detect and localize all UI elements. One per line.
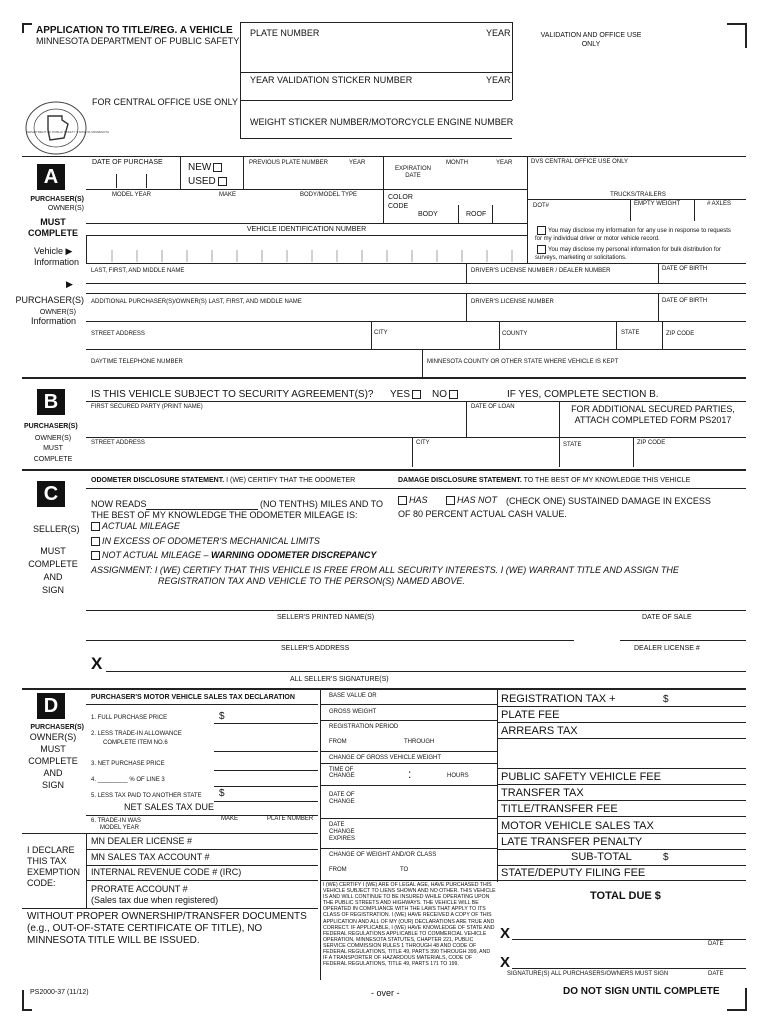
purchasers-label: PURCHASER(S) [24, 423, 78, 430]
if-yes-label: IF YES, COMPLETE SECTION B. [507, 389, 659, 400]
row-rule [86, 401, 746, 402]
section-rule [22, 156, 746, 157]
trade-in-allowance-field[interactable]: 2. LESS TRADE-IN ALLOWANCE [91, 731, 182, 737]
net-purchase-price-field[interactable]: 3. NET PURCHASE PRICE [91, 761, 165, 767]
purchaser-signature-x[interactable]: X [500, 925, 511, 942]
sign-label: SIGN [41, 585, 64, 595]
complete-item-6-label: COMPLETE ITEM NO.6 [103, 740, 168, 746]
security-no-checkbox[interactable]: NO [432, 389, 460, 400]
plate-number-field[interactable]: PLATE NUMBER [250, 28, 320, 38]
weight-sticker-field[interactable]: WEIGHT STICKER NUMBER/MOTORCYCLE ENGINE NUMBER [250, 117, 514, 127]
checkbox-icon [91, 522, 100, 531]
corner-mark [727, 23, 747, 25]
checkbox-icon [449, 390, 458, 399]
used-checkbox[interactable]: USED [188, 176, 229, 187]
header-rule [240, 22, 512, 23]
information-label: Information [34, 257, 80, 267]
checkbox-icon [398, 496, 407, 505]
time-of-change-label-2: CHANGE [329, 773, 355, 779]
header-divider [512, 22, 513, 100]
percent-label: OF 80 PERCENT ACTUAL CASH VALUE. [398, 509, 567, 519]
sales-tax-heading: PURCHASER'S MOTOR VEHICLE SALES TAX DECLARATION [91, 694, 295, 701]
assignment-text: ASSIGNMENT: I (WE) CERTIFY THAT THIS VEHICLE IS FREE FROM ALL SECURITY INTERESTS. I (WE) WARRANT TITLE AND ASSIGN THE [91, 565, 679, 575]
row-rule [106, 671, 746, 672]
axles-label: # AXLES [707, 201, 732, 207]
has-checkbox[interactable]: HAS [396, 496, 428, 506]
row-rule [214, 751, 318, 752]
validation-label: VALIDATION AND OFFICE USE [540, 32, 642, 39]
net-sales-tax-label: NET SALES TAX DUE [124, 802, 215, 812]
damage-statement: DAMAGE DISCLOSURE STATEMENT. TO THE BEST OF MY KNOWLEDGE THIS VEHICLE [398, 477, 691, 484]
row-rule [86, 849, 318, 850]
ownership-warning-3: MINNESOTA TITLE WILL BE ISSUED. [27, 935, 200, 946]
disclose-any-use-checkbox[interactable]: You may disclose my information for any use in response to requests for my individual driver or motor vehicle record. [535, 226, 735, 243]
certification-text: I (WE) CERTIFY I (WE) ARE OF LEGAL AGE, HAVE PURCHASED THIS VEHICLE SUBJECT TO LIENS SHOWN AND NO OTHER. THIS VEHICLE IS AND WILL CONTINUE TO BE INSURED WHILE OPERATING UPON THE PUBLIC STREETS AND HIGHWAYS. THE VEHICLE WILL BE OPERATED IN COMPLIANCE WITH THE LAWS THAT APPLY TO ITS CLASS OF REGISTRATION. I (WE) HAVE RECEIVED A COPY OF THIS APPLICATION AND ALL OF MY (OUR) DECLARATIONS ARE TRUE AND CORRECT. IF APPLICABLE, I (WE) HAVE KNOWLEDGE OF STATE AND FEDERAL REGULATIONS APPLICABLE TO COMMERCIAL VEHICLE OPERATION, MINNESOTA STATUTES, CHAPTER 221, PUBLIC SERVICE COMMISSION RULES 1 THROUGH 48 AND CODE OF FEDERAL REGULATIONS, TITLE 49, PARTS 390 THROUGH 399, AND IF A TRANSPORTER OF HAZARDOUS MATERIALS, CODE OF FEDERAL REGULATIONS, TITLE 49, PARTS 171 TO 199. [323, 882, 496, 968]
prorate-account-field[interactable]: PRORATE ACCOUNT # [91, 884, 188, 894]
must-label: MUST [40, 744, 66, 754]
purchaser-signature-x-2[interactable]: X [500, 954, 511, 971]
body-model-label: BODY/MODEL TYPE [300, 192, 358, 198]
field-divider [633, 437, 634, 467]
and-label: AND [43, 768, 63, 778]
year-label: YEAR [496, 160, 513, 166]
no-tenths-label: (NO TENTHS) MILES AND TO [260, 499, 384, 509]
registration-tax-field[interactable]: REGISTRATION TAX + [501, 693, 616, 705]
checkbox-icon [91, 551, 100, 560]
row-rule [497, 706, 746, 707]
plate-number-label: PLATE NUMBER [267, 816, 314, 822]
field-divider [371, 321, 372, 349]
vehicle-label: Vehicle ▶ [34, 246, 73, 256]
irc-field[interactable]: INTERNAL REVENUE CODE # (IRC) [91, 867, 242, 877]
must-label: MUST [40, 217, 66, 227]
dollar-sign: $ [219, 788, 225, 799]
row-rule [320, 751, 497, 752]
county-field[interactable]: COUNTY [502, 331, 528, 337]
field-divider [616, 321, 617, 349]
section-a-badge: A [37, 164, 65, 190]
central-office-label: FOR CENTRAL OFFICE USE ONLY [92, 97, 239, 107]
zip-field[interactable]: ZIP CODE [666, 331, 695, 337]
field-divider [662, 321, 663, 349]
year-sticker-field[interactable]: YEAR VALIDATION STICKER NUMBER [250, 75, 413, 85]
title-transfer-fee-field[interactable]: TITLE/TRANSFER FEE [501, 803, 618, 815]
field-divider [243, 157, 244, 189]
row-rule [620, 640, 746, 641]
field-divider [412, 437, 413, 467]
name-field[interactable]: LAST, FIRST, AND MIDDLE NAME [91, 268, 185, 274]
header-rule [240, 138, 512, 139]
field-divider [458, 205, 459, 223]
dot-label: DOT# [533, 203, 550, 209]
row-rule [86, 640, 574, 641]
seller-address-field[interactable]: SELLER'S ADDRESS [281, 645, 350, 652]
field-divider [146, 174, 147, 188]
arrears-tax-field[interactable]: ARREARS TAX [501, 725, 578, 737]
arrow-right-icon: ▶ [66, 279, 73, 289]
field-divider [180, 157, 181, 189]
mn-sales-tax-account-field[interactable]: MN SALES TAX ACCOUNT # [91, 852, 210, 862]
plate-fee-field[interactable]: PLATE FEE [501, 709, 560, 721]
header-rule [240, 100, 512, 101]
previous-plate-label: PREVIOUS PLATE NUMBER [249, 160, 328, 166]
row-rule [86, 293, 746, 294]
row-rule [512, 968, 746, 969]
declare-label: I DECLARE [27, 845, 75, 855]
from-label: FROM [329, 867, 347, 873]
year-label: YEAR [486, 28, 511, 38]
percent-of-line-3-field[interactable]: 4. _________ % OF LINE 3 [91, 777, 165, 783]
corner-mark [745, 23, 747, 48]
dob-field-2[interactable]: DATE OF BIRTH [662, 298, 708, 304]
seller-signature-x[interactable]: X [91, 654, 103, 673]
excess-limits-checkbox[interactable]: IN EXCESS OF ODOMETER'S MECHANICAL LIMITS [89, 537, 320, 547]
field-divider [658, 293, 659, 321]
hours-label: HOURS [447, 773, 469, 779]
complete-label: COMPLETE [33, 456, 73, 463]
dl-field[interactable]: DRIVER'S LICENSE NUMBER [471, 299, 554, 305]
column-divider [320, 690, 321, 980]
row-rule [86, 610, 746, 611]
code-label: CODE [388, 203, 409, 210]
city-field[interactable]: CITY [374, 330, 388, 336]
field-divider [630, 199, 631, 221]
from-label: FROM [329, 739, 347, 745]
mn-county-field[interactable]: MINNESOTA COUNTY OR OTHER STATE WHERE VEHICLE IS KEPT [427, 359, 619, 365]
corner-mark [22, 23, 24, 33]
checkbox-icon [537, 226, 546, 235]
row-rule [497, 800, 746, 801]
declare-label-2: THIS TAX [27, 856, 67, 866]
corner-mark [22, 990, 24, 1010]
corner-mark [745, 988, 747, 1010]
disclose-bulk-checkbox[interactable]: You may disclose my personal information for bulk distribution for surveys, marketing or solicitations. [535, 245, 735, 262]
section-rule [22, 377, 746, 379]
make-label: MAKE [219, 192, 237, 198]
row-rule [497, 784, 746, 785]
dollar-sign: $ [663, 852, 669, 863]
row-rule [22, 908, 318, 909]
year-label: YEAR [349, 160, 366, 166]
field-divider [466, 263, 467, 283]
assignment-text-2: REGISTRATION TAX AND VEHICLE TO THE PERSON(S) NAMED ABOVE. [158, 576, 465, 586]
header-divider [240, 22, 241, 138]
row-rule [497, 768, 746, 769]
row-rule [86, 189, 527, 190]
row-rule [86, 349, 746, 350]
best-knowledge-label: THE BEST OF MY KNOWLEDGE THE ODOMETER MILEAGE IS: [91, 510, 358, 520]
attach-form-label: ATTACH COMPLETED FORM PS2017 [574, 415, 732, 425]
row-rule [86, 263, 746, 264]
section-rule [22, 469, 746, 471]
date-of-sale-field[interactable]: DATE OF SALE [642, 614, 692, 621]
section-d-badge: D [37, 693, 65, 719]
row-rule [214, 801, 318, 802]
ownership-warning: WITHOUT PROPER OWNERSHIP/TRANSFER DOCUMENTS [27, 911, 307, 922]
row-rule [86, 880, 318, 881]
over-label: - over - [371, 988, 400, 998]
information-label: Information [30, 316, 76, 326]
row-rule [497, 722, 746, 723]
form-title: APPLICATION TO TITLE/REG. A VEHICLE [36, 25, 233, 36]
expiration-label: EXPIRATION [395, 166, 431, 172]
purchasers-label: PURCHASER(S) [30, 196, 84, 203]
row-rule [214, 723, 318, 724]
must-label: MUST [40, 546, 66, 556]
row-rule [320, 880, 746, 881]
row-rule [320, 720, 497, 721]
not-actual-checkbox[interactable]: NOT ACTUAL MILEAGE – WARNING ODOMETER DISCREPANCY [89, 551, 376, 561]
trade-in-was-label: 6. TRADE-IN WAS [91, 818, 142, 824]
row-rule [86, 283, 746, 284]
date-change-expires-label: DATE [329, 822, 345, 828]
row-rule [527, 199, 746, 200]
row-rule [497, 816, 746, 817]
date-of-change-label: DATE OF [329, 792, 355, 798]
form-number: PS2000-37 (11/12) [30, 989, 89, 996]
row-rule [320, 704, 497, 705]
field-divider [466, 293, 467, 321]
state-seal [24, 100, 88, 156]
row-rule [320, 785, 497, 786]
mn-dealer-license-field[interactable]: MN DEALER LICENSE # [91, 836, 193, 846]
total-due-field[interactable]: TOTAL DUE $ [590, 890, 661, 902]
field-divider [694, 199, 695, 221]
section-b-badge: B [37, 389, 65, 415]
corner-mark [727, 1009, 747, 1011]
checkbox-icon [446, 496, 455, 505]
row-rule [512, 939, 746, 940]
checkbox-icon [412, 390, 421, 399]
date-of-change-label-2: CHANGE [329, 799, 355, 805]
year-label: YEAR [486, 75, 511, 85]
complete-label: COMPLETE [28, 559, 78, 569]
row-rule [497, 865, 746, 866]
checkbox-icon [218, 177, 227, 186]
row-rule [86, 223, 527, 224]
owners-label: OWNER(S) [34, 435, 72, 442]
date-of-purchase-label: DATE OF PURCHASE [92, 159, 163, 166]
row-rule [86, 865, 318, 866]
row-rule [214, 786, 318, 787]
has-not-checkbox[interactable]: HAS NOT [444, 496, 497, 506]
field-divider [383, 157, 384, 189]
purchasers-label: PURCHASER(S) [15, 295, 84, 305]
time-of-change-label: TIME OF [329, 767, 354, 773]
odometer-statement: ODOMETER DISCLOSURE STATEMENT. I (WE) CERTIFY THAT THE ODOMETER [91, 477, 356, 484]
date-label: DATE [708, 941, 724, 947]
change-weight-label: CHANGE OF WEIGHT AND/OR CLASS [329, 852, 437, 858]
row-rule [497, 833, 746, 834]
owners-label: OWNER(S) [47, 205, 84, 212]
field-divider [499, 321, 500, 349]
field-divider [422, 349, 423, 377]
model-year-label: MODEL YEAR [112, 192, 152, 198]
street-field[interactable]: STREET ADDRESS [91, 440, 145, 446]
state-field[interactable]: STATE [563, 442, 582, 448]
owners-label: OWNER(S) [39, 309, 76, 316]
transfer-tax-field[interactable]: TRANSFER TAX [501, 787, 584, 799]
dealer-license-field[interactable]: DEALER LICENSE # [634, 645, 700, 652]
dl-dealer-field[interactable]: DRIVER'S LICENSE NUMBER / DEALER NUMBER [471, 268, 611, 274]
reg-period-label: REGISTRATION PERIOD [329, 724, 399, 730]
validation-only-label: ONLY [581, 41, 601, 48]
zip-field[interactable]: ZIP CODE [637, 440, 666, 446]
row-rule [497, 738, 746, 739]
field-divider [559, 437, 560, 467]
motor-vehicle-sales-tax-field[interactable]: MOTOR VEHICLE SALES TAX [501, 820, 654, 832]
checkbox-icon [213, 163, 222, 172]
row-rule [22, 833, 318, 834]
vin-field[interactable] [87, 236, 525, 262]
to-label: TO [400, 867, 409, 873]
dollar-sign: $ [663, 694, 669, 705]
seal-text: DEPARTMENT OF PUBLIC SAFETY STATE OF MINNESOTA [26, 130, 109, 134]
city-field[interactable]: CITY [416, 440, 430, 446]
vin-label: VEHICLE IDENTIFICATION NUMBER [246, 226, 367, 233]
full-purchase-price-field[interactable]: 1. FULL PURCHASE PRICE [91, 715, 168, 721]
checkbox-icon [537, 245, 546, 254]
gross-weight-label: GROSS WEIGHT [329, 709, 377, 715]
do-not-sign-warning: DO NOT SIGN UNTIL COMPLETE [563, 986, 720, 997]
complete-label: COMPLETE [27, 228, 78, 238]
roof-color-label: ROOF [466, 211, 487, 218]
and-label: AND [43, 572, 63, 582]
column-divider [86, 833, 87, 908]
make-label: MAKE [221, 816, 239, 822]
field-divider [527, 223, 528, 263]
row-rule [86, 704, 318, 705]
field-divider [116, 174, 117, 188]
ownership-warning-2: (e.g., OUT-OF-STATE CERTIFICATE OF TITLE), NO [27, 923, 263, 934]
base-value-label: BASE VALUE OR [329, 693, 377, 699]
all-purchasers-sign-label: SIGNATURE(S) ALL PURCHASERS/OWNERS MUST SIGN [507, 971, 669, 977]
owners-label: OWNER(S) [29, 732, 77, 742]
color-label: COLOR [388, 194, 413, 201]
trucks-trailers-label: TRUCKS/TRAILERS [610, 192, 666, 198]
new-checkbox[interactable]: NEW [188, 162, 224, 173]
field-divider [466, 401, 467, 437]
change-gross-label: CHANGE OF GROSS VEHICLE WEIGHT [329, 755, 442, 761]
now-reads-label: NOW READS [91, 499, 147, 509]
month-label: MONTH [446, 160, 468, 166]
section-c-badge: C [37, 481, 65, 507]
column-divider [497, 690, 498, 882]
dollar-sign: $ [219, 711, 225, 722]
row-rule [86, 437, 746, 438]
row-rule [497, 849, 746, 850]
complete-label: COMPLETE [28, 756, 78, 766]
declare-label-4: CODE: [27, 878, 56, 888]
field-divider [492, 205, 493, 223]
additional-name-field[interactable]: ADDITIONAL PURCHASER(S)/OWNER(S) LAST, FIRST, AND MIDDLE NAME [91, 299, 302, 305]
header-rule [240, 72, 512, 73]
additional-parties-label: FOR ADDITIONAL SECURED PARTIES, [571, 404, 735, 414]
security-yes-checkbox[interactable]: YES [390, 389, 423, 400]
actual-mileage-checkbox[interactable]: ACTUAL MILEAGE [89, 522, 180, 532]
department-name: MINNESOTA DEPARTMENT OF PUBLIC SAFETY [36, 36, 240, 46]
row-rule [214, 770, 318, 771]
date-label: DATE [708, 971, 724, 977]
public-safety-fee-field[interactable]: PUBLIC SAFETY VEHICLE FEE [501, 771, 661, 783]
must-label: MUST [43, 445, 63, 452]
row-rule [86, 321, 746, 322]
model-year-label: MODEL YEAR [100, 825, 140, 831]
first-secured-field[interactable]: FIRST SECURED PARTY (PRINT NAME) [91, 404, 203, 410]
row-rule [86, 488, 746, 489]
sellers-label: SELLER(S) [33, 524, 80, 534]
row-rule [320, 763, 497, 764]
seller-printed-name-field[interactable]: SELLER'S PRINTED NAME(S) [277, 614, 375, 621]
through-label: THROUGH [404, 739, 435, 745]
date-change-expires-label-3: EXPIRES [329, 836, 356, 842]
date-of-loan-field[interactable]: DATE OF LOAN [471, 404, 515, 410]
sign-label: SIGN [41, 780, 64, 790]
tax-paid-another-state-field[interactable]: 5. LESS TAX PAID TO ANOTHER STATE [91, 793, 202, 799]
date-change-expires-label-2: CHANGE [329, 829, 355, 835]
declare-label-3: EXEMPTION [27, 867, 81, 877]
sub-total-field[interactable]: SUB-TOTAL [571, 851, 632, 863]
row-rule [320, 848, 497, 849]
state-field[interactable]: STATE [621, 330, 640, 336]
security-agreement-question: IS THIS VEHICLE SUBJECT TO SECURITY AGREEMENT(S)? [91, 389, 374, 400]
checkbox-icon [91, 537, 100, 546]
arrow-right-icon: ▶ [65, 246, 73, 256]
body-color-label: BODY [418, 211, 438, 218]
check-one-label: (CHECK ONE) SUSTAINED DAMAGE IN EXCESS [506, 496, 711, 506]
prorate-note: (Sales tax due when registered) [91, 895, 219, 905]
field-divider [658, 263, 659, 283]
filing-fee-field[interactable]: STATE/DEPUTY FILING FEE [501, 867, 646, 879]
dob-field[interactable]: DATE OF BIRTH [662, 266, 708, 272]
section-rule [22, 688, 746, 690]
time-colon: : [408, 767, 412, 781]
phone-field[interactable]: DAYTIME TELEPHONE NUMBER [91, 359, 183, 365]
late-transfer-penalty-field[interactable]: LATE TRANSFER PENALTY [501, 836, 643, 848]
street-field[interactable]: STREET ADDRESS [91, 331, 145, 337]
dvs-office-label: DVS CENTRAL OFFICE USE ONLY [531, 159, 629, 165]
field-divider [383, 189, 384, 223]
seller-signatures-label: ALL SELLER'S SIGNATURE(S) [290, 676, 389, 683]
row-rule [320, 818, 497, 819]
empty-weight-label: EMPTY WEIGHT [634, 201, 681, 207]
purchasers-label: PURCHASER(S) [30, 724, 84, 731]
date-label: DATE [405, 173, 421, 179]
